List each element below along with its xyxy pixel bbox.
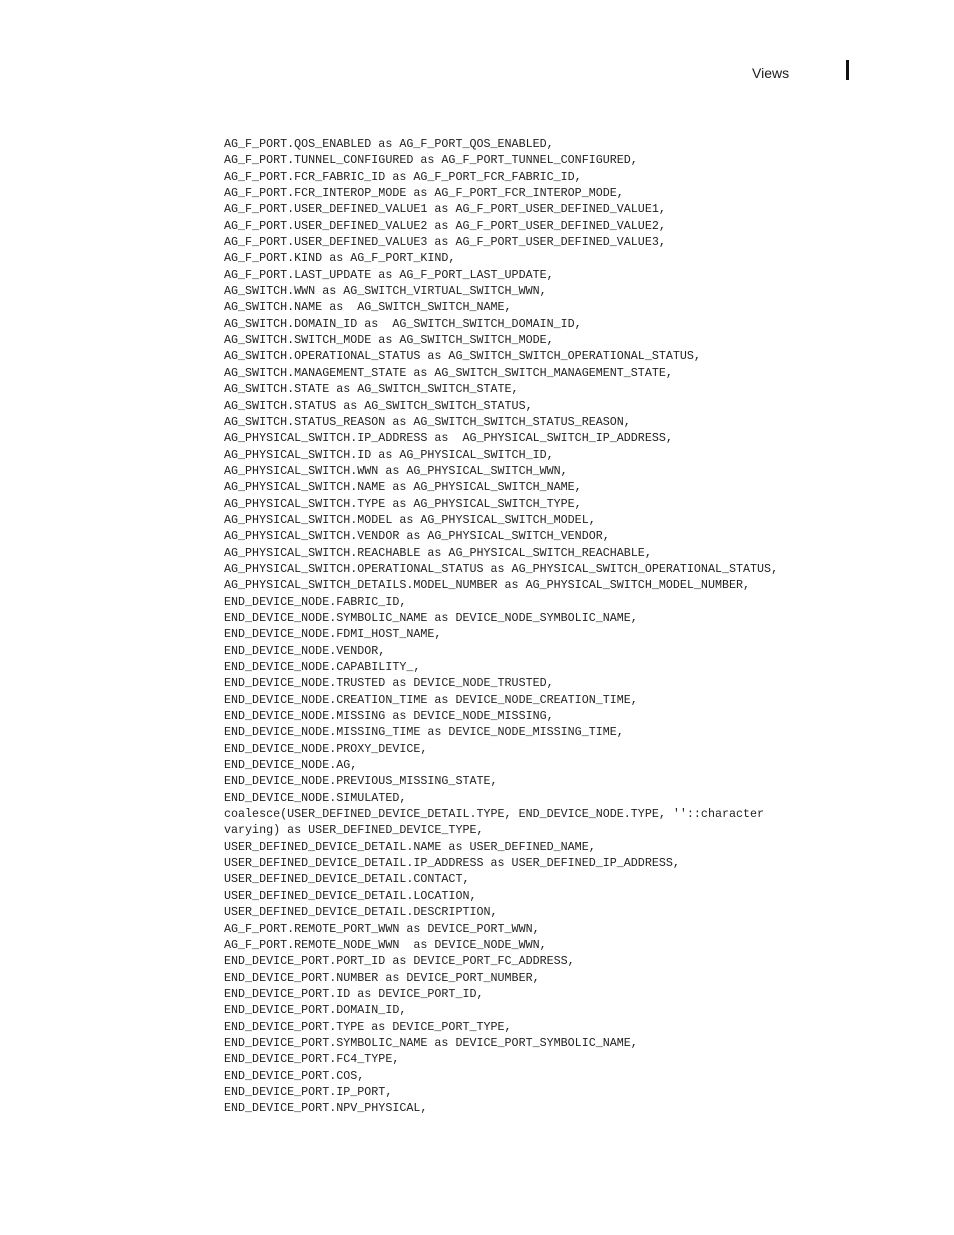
code-line: AG_SWITCH.OPERATIONAL_STATUS as AG_SWITCH_SWITCH_OPERATIONAL_STATUS, bbox=[224, 349, 701, 364]
code-line: AG_PHYSICAL_SWITCH.REACHABLE as AG_PHYSICAL_SWITCH_REACHABLE, bbox=[224, 545, 652, 560]
sql-code-block bbox=[224, 136, 924, 1117]
code-line: END_DEVICE_PORT.NUMBER as DEVICE_PORT_NUMBER, bbox=[224, 970, 540, 985]
code-line: AG_F_PORT.FCR_INTEROP_MODE as AG_F_PORT_FCR_INTEROP_MODE, bbox=[224, 186, 624, 201]
code-line: AG_PHYSICAL_SWITCH_DETAILS.MODEL_NUMBER as AG_PHYSICAL_SWITCH_MODEL_NUMBER, bbox=[224, 578, 751, 593]
code-line: AG_PHYSICAL_SWITCH.TYPE as AG_PHYSICAL_SWITCH_TYPE, bbox=[224, 496, 582, 511]
code-line: END_DEVICE_NODE.FABRIC_ID, bbox=[224, 594, 407, 609]
code-line: USER_DEFINED_DEVICE_DETAIL.DESCRIPTION, bbox=[224, 905, 498, 920]
page-header-title: Views bbox=[752, 65, 790, 81]
code-line: END_DEVICE_NODE.MISSING as DEVICE_NODE_MISSING, bbox=[224, 709, 554, 724]
code-line: AG_F_PORT.USER_DEFINED_VALUE2 as AG_F_PORT_USER_DEFINED_VALUE2, bbox=[224, 218, 666, 233]
code-line: AG_SWITCH.MANAGEMENT_STATE as AG_SWITCH_SWITCH_MANAGEMENT_STATE, bbox=[224, 365, 673, 380]
code-line: AG_SWITCH.NAME as AG_SWITCH_SWITCH_NAME, bbox=[224, 300, 512, 315]
code-line: END_DEVICE_PORT.TYPE as DEVICE_PORT_TYPE, bbox=[224, 1019, 512, 1034]
code-line: END_DEVICE_NODE.MISSING_TIME as DEVICE_NODE_MISSING_TIME, bbox=[224, 725, 624, 740]
code-line: AG_F_PORT.TUNNEL_CONFIGURED as AG_F_PORT_TUNNEL_CONFIGURED, bbox=[224, 153, 638, 168]
code-line: AG_F_PORT.LAST_UPDATE as AG_F_PORT_LAST_UPDATE, bbox=[224, 267, 554, 282]
code-line: USER_DEFINED_DEVICE_DETAIL.LOCATION, bbox=[224, 888, 477, 903]
code-line: USER_DEFINED_DEVICE_DETAIL.CONTACT, bbox=[224, 872, 470, 887]
code-line: AG_PHYSICAL_SWITCH.MODEL as AG_PHYSICAL_SWITCH_MODEL, bbox=[224, 512, 596, 527]
code-line: AG_F_PORT.REMOTE_PORT_WWN as DEVICE_PORT_WWN, bbox=[224, 921, 540, 936]
code-line: END_DEVICE_NODE.SIMULATED, bbox=[224, 790, 407, 805]
code-line: END_DEVICE_NODE.VENDOR, bbox=[224, 643, 386, 658]
code-line: END_DEVICE_PORT.NPV_PHYSICAL, bbox=[224, 1101, 428, 1116]
code-line: END_DEVICE_PORT.ID as DEVICE_PORT_ID, bbox=[224, 986, 484, 1001]
code-line: AG_SWITCH.STATUS_REASON as AG_SWITCH_SWITCH_STATUS_REASON, bbox=[224, 414, 631, 429]
code-line: END_DEVICE_NODE.AG, bbox=[224, 758, 358, 773]
code-line: AG_PHYSICAL_SWITCH.ID as AG_PHYSICAL_SWITCH_ID, bbox=[224, 447, 554, 462]
code-line: END_DEVICE_NODE.CREATION_TIME as DEVICE_NODE_CREATION_TIME, bbox=[224, 692, 638, 707]
code-line: END_DEVICE_PORT.PORT_ID as DEVICE_PORT_FC_ADDRESS, bbox=[224, 954, 575, 969]
code-line: AG_SWITCH.SWITCH_MODE as AG_SWITCH_SWITCH_MODE, bbox=[224, 333, 554, 348]
code-line: END_DEVICE_NODE.SYMBOLIC_NAME as DEVICE_NODE_SYMBOLIC_NAME, bbox=[224, 610, 638, 625]
code-line: END_DEVICE_PORT.IP_PORT, bbox=[224, 1084, 393, 1099]
code-line: AG_F_PORT.KIND as AG_F_PORT_KIND, bbox=[224, 251, 456, 266]
code-line: AG_F_PORT.USER_DEFINED_VALUE1 as AG_F_PORT_USER_DEFINED_VALUE1, bbox=[224, 202, 666, 217]
code-line: END_DEVICE_NODE.TRUSTED as DEVICE_NODE_TRUSTED, bbox=[224, 676, 554, 691]
code-line: AG_PHYSICAL_SWITCH.OPERATIONAL_STATUS as AG_PHYSICAL_SWITCH_OPERATIONAL_STATUS, bbox=[224, 561, 779, 576]
code-line: USER_DEFINED_DEVICE_DETAIL.IP_ADDRESS as USER_DEFINED_IP_ADDRESS, bbox=[224, 856, 680, 871]
header-marker-bar bbox=[846, 60, 849, 80]
code-line: AG_SWITCH.DOMAIN_ID as AG_SWITCH_SWITCH_DOMAIN_ID, bbox=[224, 316, 582, 331]
code-line: END_DEVICE_PORT.FC4_TYPE, bbox=[224, 1052, 400, 1067]
code-line: END_DEVICE_NODE.PREVIOUS_MISSING_STATE, bbox=[224, 774, 498, 789]
code-line: END_DEVICE_PORT.DOMAIN_ID, bbox=[224, 1003, 407, 1018]
code-line: AG_F_PORT.FCR_FABRIC_ID as AG_F_PORT_FCR_FABRIC_ID, bbox=[224, 169, 582, 184]
code-line: END_DEVICE_PORT.COS, bbox=[224, 1068, 365, 1083]
code-line: USER_DEFINED_DEVICE_DETAIL.NAME as USER_DEFINED_NAME, bbox=[224, 839, 596, 854]
code-line: AG_F_PORT.QOS_ENABLED as AG_F_PORT_QOS_ENABLED, bbox=[224, 137, 554, 151]
code-line: END_DEVICE_NODE.CAPABILITY_, bbox=[224, 660, 421, 674]
code-line: coalesce(USER_DEFINED_DEVICE_DETAIL.TYPE, END_DEVICE_NODE.TYPE, ''::character bbox=[224, 807, 765, 822]
code-line: AG_PHYSICAL_SWITCH.NAME as AG_PHYSICAL_SWITCH_NAME, bbox=[224, 480, 582, 495]
code-line: AG_SWITCH.STATE as AG_SWITCH_SWITCH_STATE, bbox=[224, 382, 519, 397]
code-line: AG_F_PORT.REMOTE_NODE_WWN as DEVICE_NODE_WWN, bbox=[224, 937, 547, 952]
code-line: AG_PHYSICAL_SWITCH.WWN as AG_PHYSICAL_SWITCH_WWN, bbox=[224, 463, 568, 478]
code-line: END_DEVICE_NODE.FDMI_HOST_NAME, bbox=[224, 627, 442, 642]
code-line: AG_F_PORT.USER_DEFINED_VALUE3 as AG_F_PORT_USER_DEFINED_VALUE3, bbox=[224, 235, 666, 250]
code-line: END_DEVICE_NODE.PROXY_DEVICE, bbox=[224, 741, 428, 756]
code-line: AG_SWITCH.STATUS as AG_SWITCH_SWITCH_STATUS, bbox=[224, 398, 533, 413]
code-line: AG_PHYSICAL_SWITCH.VENDOR as AG_PHYSICAL_SWITCH_VENDOR, bbox=[224, 529, 610, 544]
code-line: varying) as USER_DEFINED_DEVICE_TYPE, bbox=[224, 823, 484, 838]
code-line: AG_SWITCH.WWN as AG_SWITCH_VIRTUAL_SWITCH_WWN, bbox=[224, 284, 547, 299]
code-line: AG_PHYSICAL_SWITCH.IP_ADDRESS as AG_PHYSICAL_SWITCH_IP_ADDRESS, bbox=[224, 431, 673, 446]
code-line: END_DEVICE_PORT.SYMBOLIC_NAME as DEVICE_PORT_SYMBOLIC_NAME, bbox=[224, 1035, 638, 1050]
